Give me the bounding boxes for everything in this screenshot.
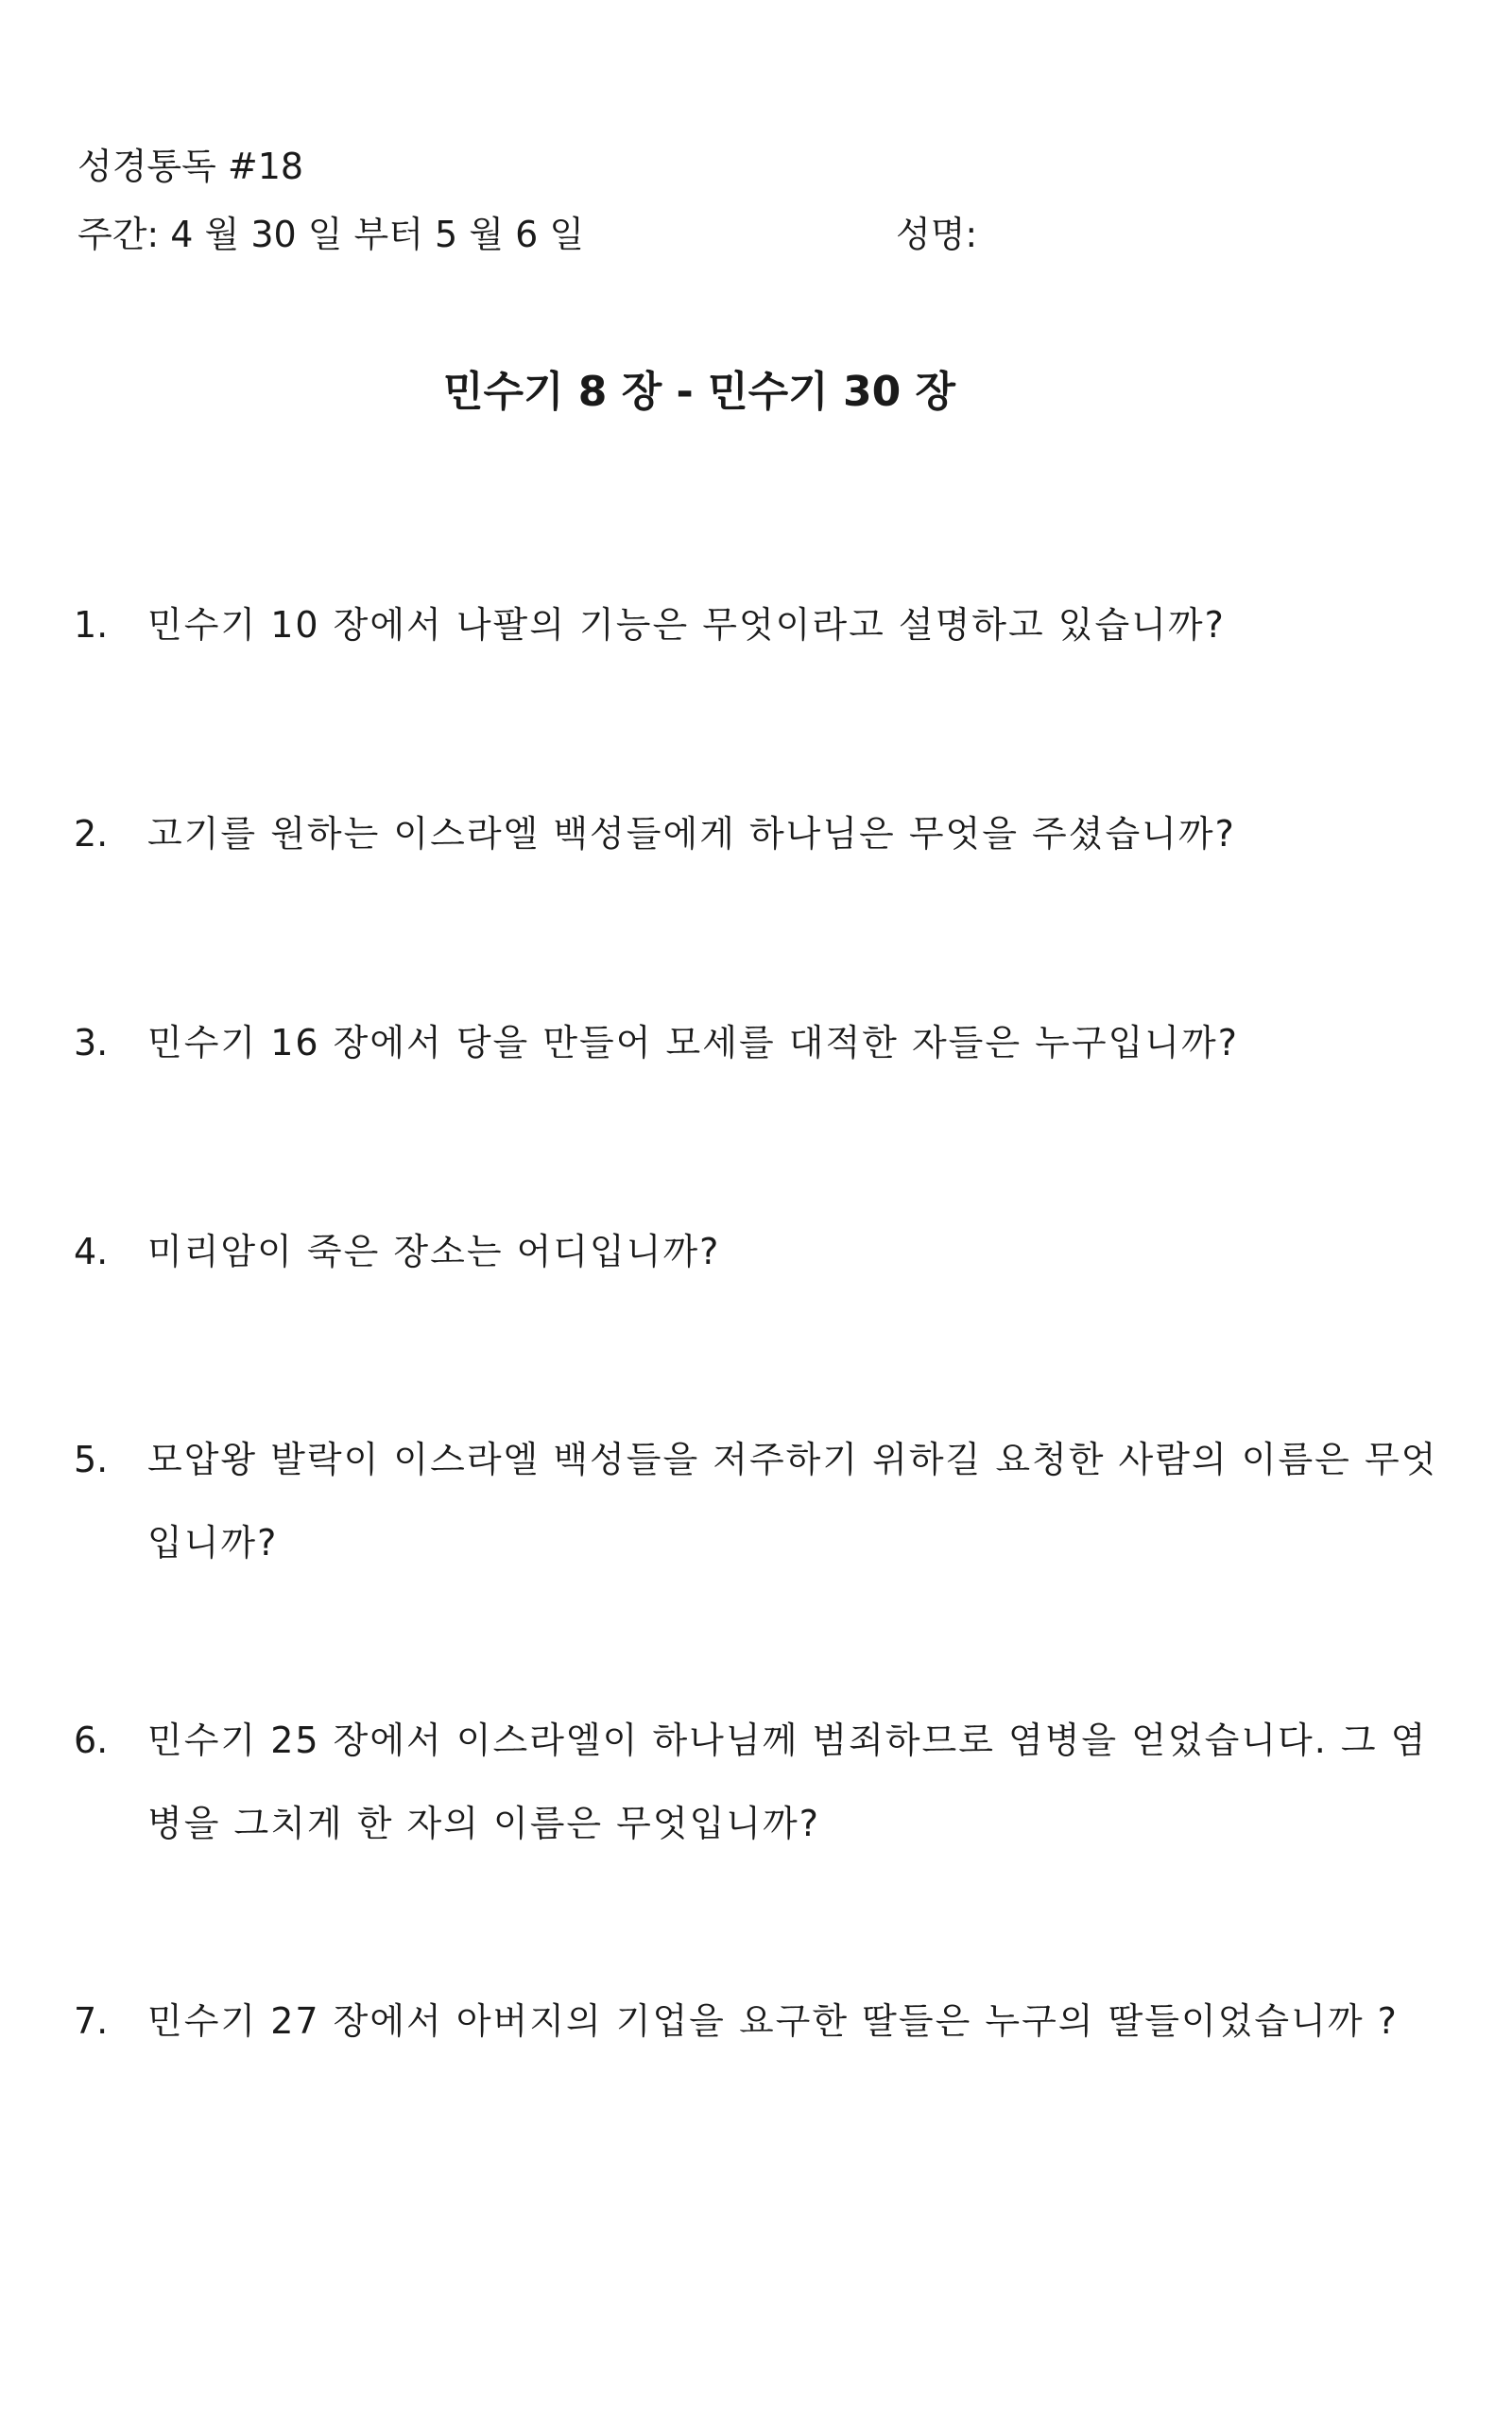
question-text: 민수기 16 장에서 당을 만들어 모세를 대적한 자들은 누구입니까? — [147, 1022, 1239, 1063]
page-title: 민수기 8 장 - 민수기 30 장 — [442, 368, 956, 416]
question-number: 5. — [74, 1439, 109, 1480]
question-number: 1. — [74, 604, 109, 646]
question-text: 미리암이 죽은 장소는 어디입니까? — [147, 1231, 721, 1272]
worksheet-series: 성경통독 #18 — [77, 146, 304, 187]
name-label: 성명: — [896, 214, 978, 255]
question-text: 민수기 27 장에서 아버지의 기업을 요구한 딸들은 누구의 딸들이었습니까 ? — [147, 2000, 1399, 2042]
question-number: 7. — [74, 2000, 109, 2042]
question-text: 민수기 25 장에서 이스라엘이 하나님께 범죄하므로 염병을 얻었습니다. 그 염병을 그치게 한 자의 이름은 무엇입니까? — [147, 1720, 1428, 1844]
question-number: 3. — [74, 1022, 109, 1063]
question-text: 고기를 원하는 이스라엘 백성들에게 하나님은 무엇을 주셨습니까? — [147, 813, 1236, 855]
question-number: 4. — [74, 1231, 109, 1272]
question-text: 모압왕 발락이 이스라엘 백성들을 저주하기 위하길 요청한 사람의 이름은 무엇입니까? — [147, 1439, 1438, 1564]
question-text: 민수기 10 장에서 나팔의 기능은 무엇이라고 설명하고 있습니까? — [147, 604, 1226, 646]
question-number: 6. — [74, 1720, 109, 1761]
question-number: 2. — [74, 813, 109, 855]
week-range: 주간: 4 월 30 일 부터 5 월 6 일 — [77, 214, 585, 255]
